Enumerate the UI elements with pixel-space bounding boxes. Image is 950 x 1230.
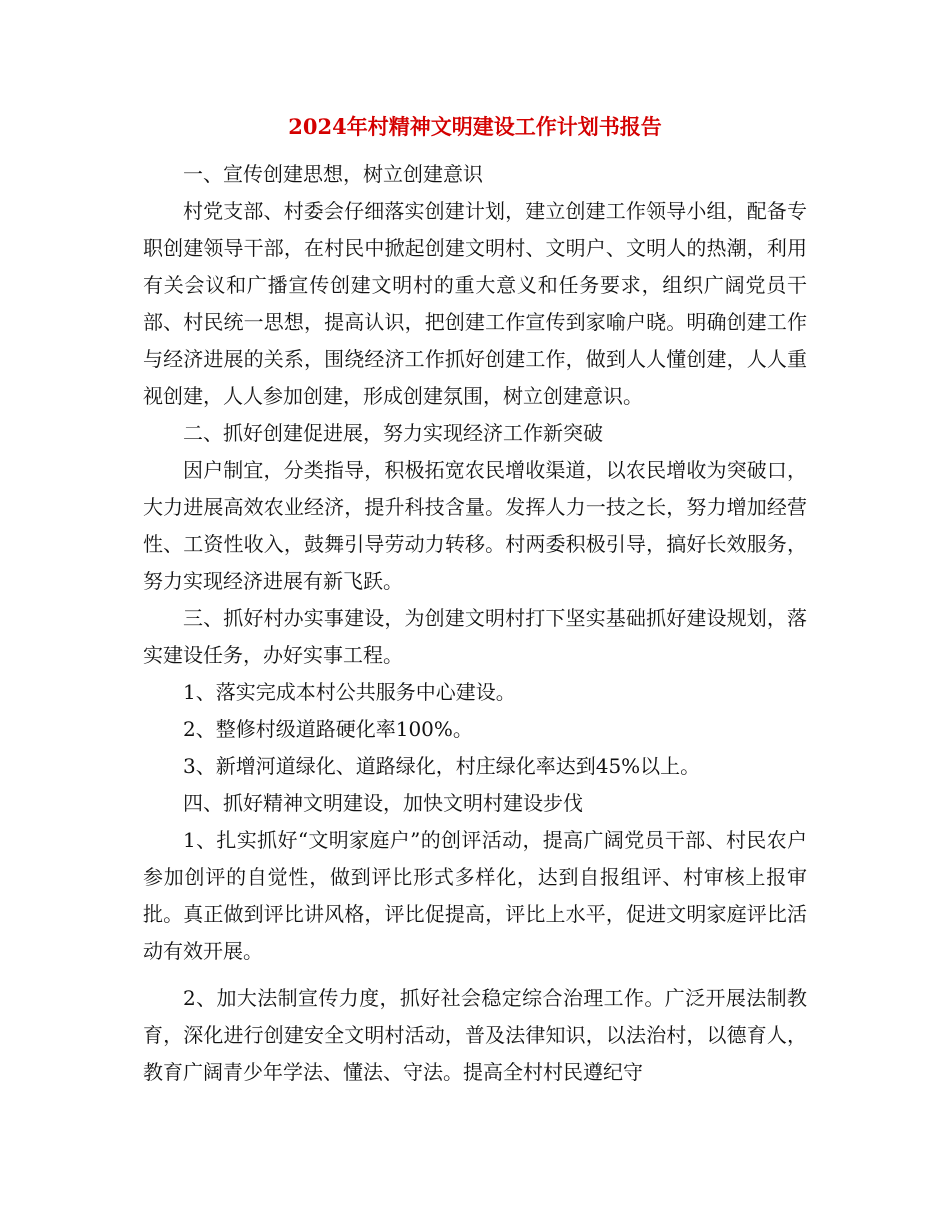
- paragraph-4-1: 1、扎实抓好“文明家庭户”的创评活动，提高广阔党员干部、村民农户参加创评的自觉性，做到评比形式多样化，达到自报组评、村审核上报审批。真正做到评比讲风格，评比促提高，评比上水平，促进文明家庭评比活动有效开展。: [143, 828, 807, 963]
- section-heading-2: 二、抓好创建促进展，努力实现经济工作新突破: [183, 421, 603, 445]
- paragraph-4-2: 2、加大法制宣传力度，抓好社会稳定综合治理工作。广泛开展法制教育，深化进行创建安全文明村活动，普及法律知识，以法治村，以德育人，教育广阔青少年学法、懂法、守法。提高全村村民遵纪守: [143, 986, 807, 1084]
- section-heading-1: 一、宣传创建思想，树立创建意识: [183, 162, 483, 186]
- list-item-1: 1、落实完成本村公共服务中心建设。: [183, 680, 516, 704]
- section-heading-4: 四、抓好精神文明建设，加快文明村建设步伐: [183, 791, 583, 815]
- paragraph-1: 村党支部、村委会仔细落实创建计划，建立创建工作领导小组，配备专职创建领导干部，在村民中掀起创建文明村、文明户、文明人的热潮，利用有关会议和广播宣传创建文明村的重大意义和任务要求，组织广阔党员干部、村民统一思想，提高认识，把创建工作宣传到家喻户晓。明确创建工作与经济进展的关系，围绕经济工作抓好创建工作，做到人人懂创建，人人重视创建，人人参加创建，形成创建氛围，树立创建意识。: [143, 199, 807, 408]
- section-heading-3: 三、抓好村办实事建设，为创建文明村打下坚实基础抓好建设规划，落实建设任务，办好实事工程。: [143, 606, 807, 667]
- paragraph-2: 因户制宜，分类指导，积极拓宽农民增收渠道，以农民增收为突破口，大力进展高效农业经济，提升科技含量。发挥人力一技之长，努力增加经营性、工资性收入，鼓舞引导劳动力转移。村两委积极引导，搞好长效服务，努力实现经济进展有新飞跃。: [143, 458, 807, 593]
- document-body: [143, 156, 807, 1091]
- document-title: 2024年村精神文明建设工作计划书报告: [288, 114, 662, 139]
- list-item-3: 3、新增河道绿化、道路绿化，村庄绿化率达到45%以上。: [183, 754, 701, 778]
- list-item-2: 2、整修村级道路硬化率100%。: [183, 717, 473, 741]
